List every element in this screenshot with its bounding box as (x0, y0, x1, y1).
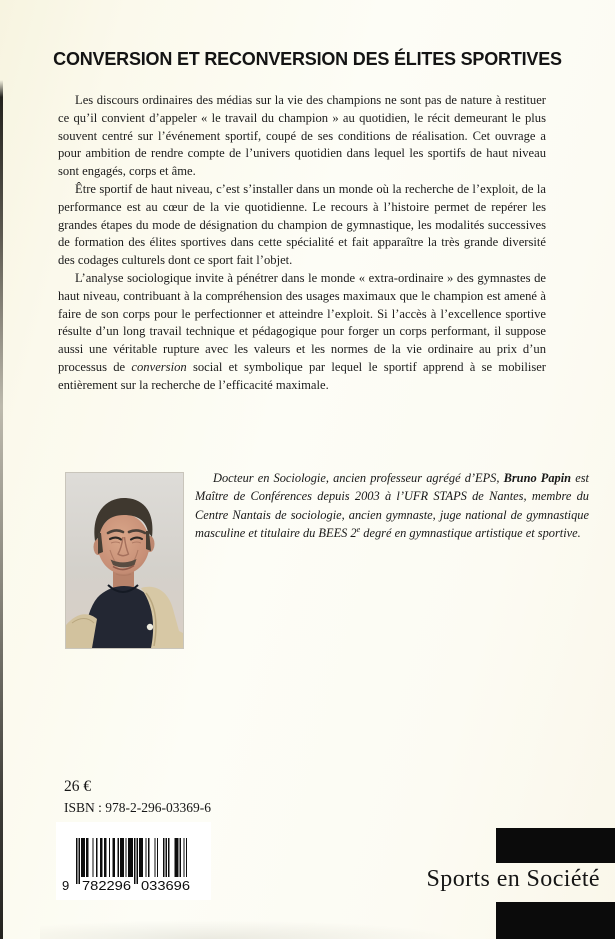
isbn: ISBN : 978-2-296-03369-6 (64, 800, 211, 815)
author-photo (65, 472, 184, 649)
svg-text:033696: 033696 (141, 878, 190, 893)
synopsis (58, 92, 546, 395)
price: 26 € (64, 778, 92, 795)
svg-text:9: 9 (62, 878, 70, 893)
bio-degree-superscript: e (356, 525, 361, 535)
author-bio (195, 469, 589, 543)
bio-end: degré en gymnastique artistique et sportive. (360, 526, 581, 541)
page-bottom-shadow (40, 920, 460, 939)
collection-black-bar-bottom (496, 902, 615, 939)
page-left-edge-shadow (0, 80, 3, 939)
synopsis-conversion-emphasis: conversion (131, 359, 187, 374)
collection-black-bar-top (496, 828, 615, 863)
synopsis-paragraph-3-end: social et symbolique par lequel le sportif apprend à se mobiliser entièrement sur la recherche de l’efficacité maximale. (58, 359, 546, 392)
synopsis-paragraph-3-start: L’analyse sociologique invite à pénétrer dans le monde « extra-ordinaire » des gymnastes de haut niveau, contribuant à la compréhension des usages maximaux que le champion est amené à faire de son corps pour le perfectionner et atteindre l’exploit. Si l’accès à l’excellence sportive résulte d’un long travail technique et pédagogique pour forger un corps performant, il suppose aussi une véritable rupture avec les valeurs et les normes de la vie ordinaire au prix d’un processus de (58, 270, 546, 374)
ean13-barcode-graphic (56, 822, 211, 900)
svg-text:782296: 782296 (82, 878, 131, 893)
author-portrait-illustration (66, 473, 183, 648)
synopsis-paragraph-3 (58, 270, 546, 395)
collection-name: Sports en Société (426, 866, 600, 892)
synopsis-paragraph-2: Être sportif de haut niveau, c’est s’installer dans un monde où la recherche de l’exploit, de la performance est au cœur de la vie quotidienne. Le recours à l’histoire permet de repérer les grandes étapes du mode de désignation du champion de gymnastique, les modalités successives de formation des élites sportives dans cette spécialité et fait apparaître la très grande diversité des codages culturels dont ce sport fait l’objet. (58, 181, 546, 268)
bio-middle: est Maître de Conférences depuis 2003 à l’UFR STAPS de Nantes, membre du Centre Nantais de sociologie, ancien gymnaste, juge national de gymnastique masculine et titulaire du BEES 2 (195, 471, 589, 541)
book-title: CONVERSION ET RECONVERSION DES ÉLITES SPORTIVES (53, 49, 562, 69)
synopsis-paragraph-1: Les discours ordinaires des médias sur la vie des champions ne sont pas de nature à restituer ce qu’il convient d’appeler « le travail du champion » au quotidien, le récit demeurant le plus souvent centré sur l’événement sportif, coupé de ses conditions de réalisation. Cet ouvrage a pour ambition de rendre compte de l’univers quotidien dans lequel les sportifs de haut niveau sont engagés, corps et âme. (58, 93, 546, 179)
author-name: Bruno Papin (503, 471, 572, 485)
bio-start: Docteur en Sociologie, ancien professeur agrégé d’EPS, (213, 471, 504, 485)
barcode (56, 822, 211, 900)
